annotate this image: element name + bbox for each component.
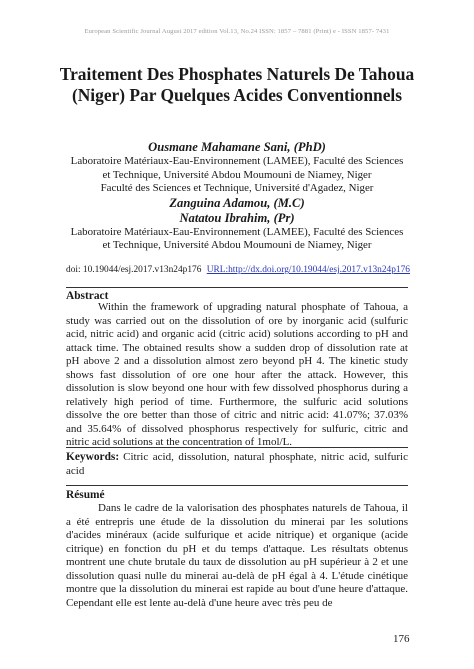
author-name: Natatou Ibrahim, (Pr) [179, 210, 295, 225]
abstract-top-rule [66, 287, 408, 288]
resume-heading: Résumé [66, 489, 105, 501]
author-affiliation: et Technique, Université Abdou Moumouni de Niamey, Niger [102, 168, 372, 181]
doi-url-link[interactable]: URL:http://dx.doi.org/10.19044/esj.2017.v13n24p176 [206, 265, 410, 275]
doi-line [66, 265, 446, 275]
author-affiliation: Laboratoire Matériaux-Eau-Environnement (LAMEE), Faculté des Sciences [70, 225, 404, 238]
resume-top-rule [66, 485, 408, 486]
author-name: Ousmane Mahamane Sani, (PhD) [148, 140, 326, 154]
doi-label: doi: 10.19044/esj.2017.v13n24p176 [66, 265, 202, 275]
author-name: Zanguina Adamou, (M.C) [169, 195, 305, 210]
resume-text: Dans le cadre de la valorisation des phosphates naturels de Tahoua, il a été entrepris une étude de la dissolution du minerai par les solutions d'acides minéraux (acide sulfurique et acide nitrique) et organique (acide citrique) en fonction du pH et du temps d'attaque. Les résultats obtenus montrent une chute brutale du taux de dissolution au pH supérieur à 2 et une dissolution quasi nulle du minerai au-delà de pH égal à 4. L'étude cinétique montre que la dissolution du minerai est rapide au bout d'une heure d'attaque. Cependant elle est lente au-delà d'une heure avec très peu de [66, 502, 408, 609]
author-affiliation: Faculté des Sciences et Technique, Université d'Agadez, Niger [100, 182, 374, 194]
keywords-label: Keywords: [66, 451, 120, 463]
author-block [40, 140, 434, 253]
keywords-block [66, 451, 408, 478]
keywords-text: Citric acid, dissolution, natural phosphate, nitric acid, sulfuric acid [66, 451, 408, 477]
keywords-top-rule [66, 447, 408, 448]
abstract-heading: Abstract [66, 290, 109, 302]
journal-header: European Scientific Journal August 2017 edition Vol.13, No.24 ISSN: 1857 – 7881 (Print) e - ISSN 1857- 7431 [84, 28, 390, 35]
abstract-text: Within the framework of upgrading natural phosphate of Tahoua, a study was carried out on the dissolution of ore by inorganic acid (sulfuric acid, nitric acid) and organic acid (citric acid) solutions according to pH and attack time. The obtained results show a sudden drop of dissolution rate at pH above 2 and a dissolution almost zero beyond pH 4. The kinetic study shows fast dissolution of ore one hour after the attack. However, this dissolution is slow beyond one hour with few dissolved phosphorus during a relatively high period of time. Furthermore, the sulfuric acid solutions dissolve the ore better than those of citric and nitric acid: 41.07%; 37.03% and 35.64% of dissolved phosphorus respectively for sulfuric, citric and nitric acid solutions at the concentration of 1mol/L. [66, 301, 408, 449]
paper-title: Traitement Des Phosphates Naturels De Tahoua (Niger) Par Quelques Acides Conventionnels [59, 64, 415, 105]
author-affiliation: Laboratoire Matériaux-Eau-Environnement (LAMEE), Faculté des Sciences [70, 155, 404, 167]
author-affiliation: et Technique, Université Abdou Moumouni de Niamey, Niger [102, 239, 372, 251]
page-number: 176 [393, 633, 410, 645]
